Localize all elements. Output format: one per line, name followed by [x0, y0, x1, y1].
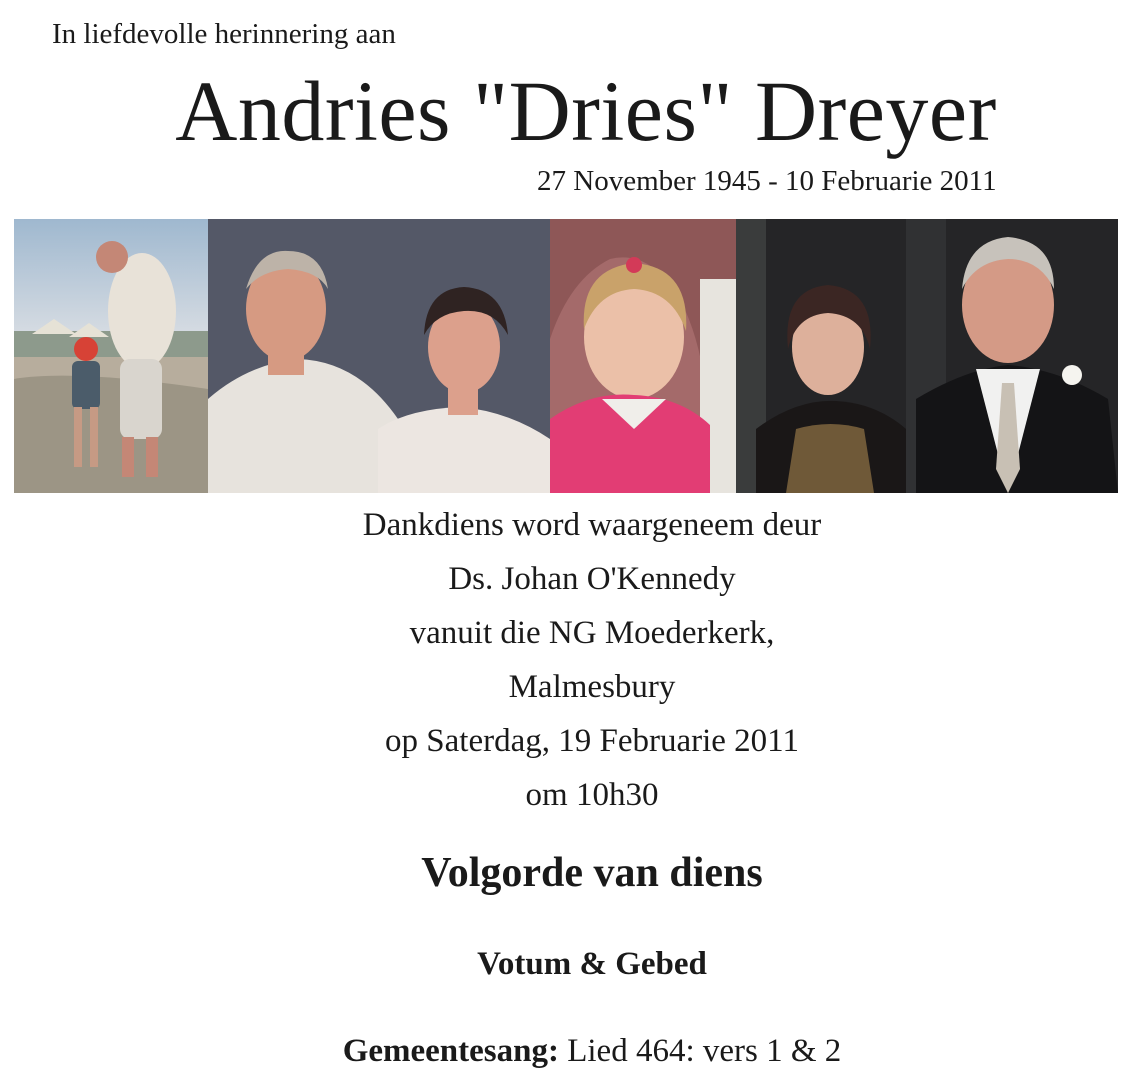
hymn-text: Lied 464: vers 1 & 2	[567, 1033, 842, 1069]
life-dates: 27 November 1945 - 10 Februarie 2011	[537, 165, 997, 197]
service-line-4: Malmesbury	[508, 669, 676, 705]
intro-text: In liefdevolle herinnering aan	[52, 18, 396, 50]
service-line-1: Dankdiens word waargeneem deur	[362, 507, 822, 543]
program-item-votum: Votum & Gebed	[477, 946, 707, 982]
service-line-6: om 10h30	[525, 777, 659, 813]
hymn-label: Gemeentesang:	[342, 1033, 559, 1069]
program-item-hymn	[0, 1027, 1140, 1075]
photo-child	[550, 219, 736, 493]
photo-collage	[14, 219, 1118, 493]
program-heading: Volgorde van diens	[421, 850, 763, 896]
photo-wedding	[736, 219, 1118, 493]
photo-couple	[208, 219, 550, 493]
deceased-name: Andries "Dries" Dreyer	[175, 63, 997, 159]
service-line-2: Ds. Johan O'Kennedy	[448, 561, 736, 597]
service-line-3: vanuit die NG Moederkerk,	[409, 615, 775, 651]
service-line-5: op Saterdag, 19 Februarie 2011	[385, 723, 799, 759]
photo-beach	[14, 219, 208, 493]
